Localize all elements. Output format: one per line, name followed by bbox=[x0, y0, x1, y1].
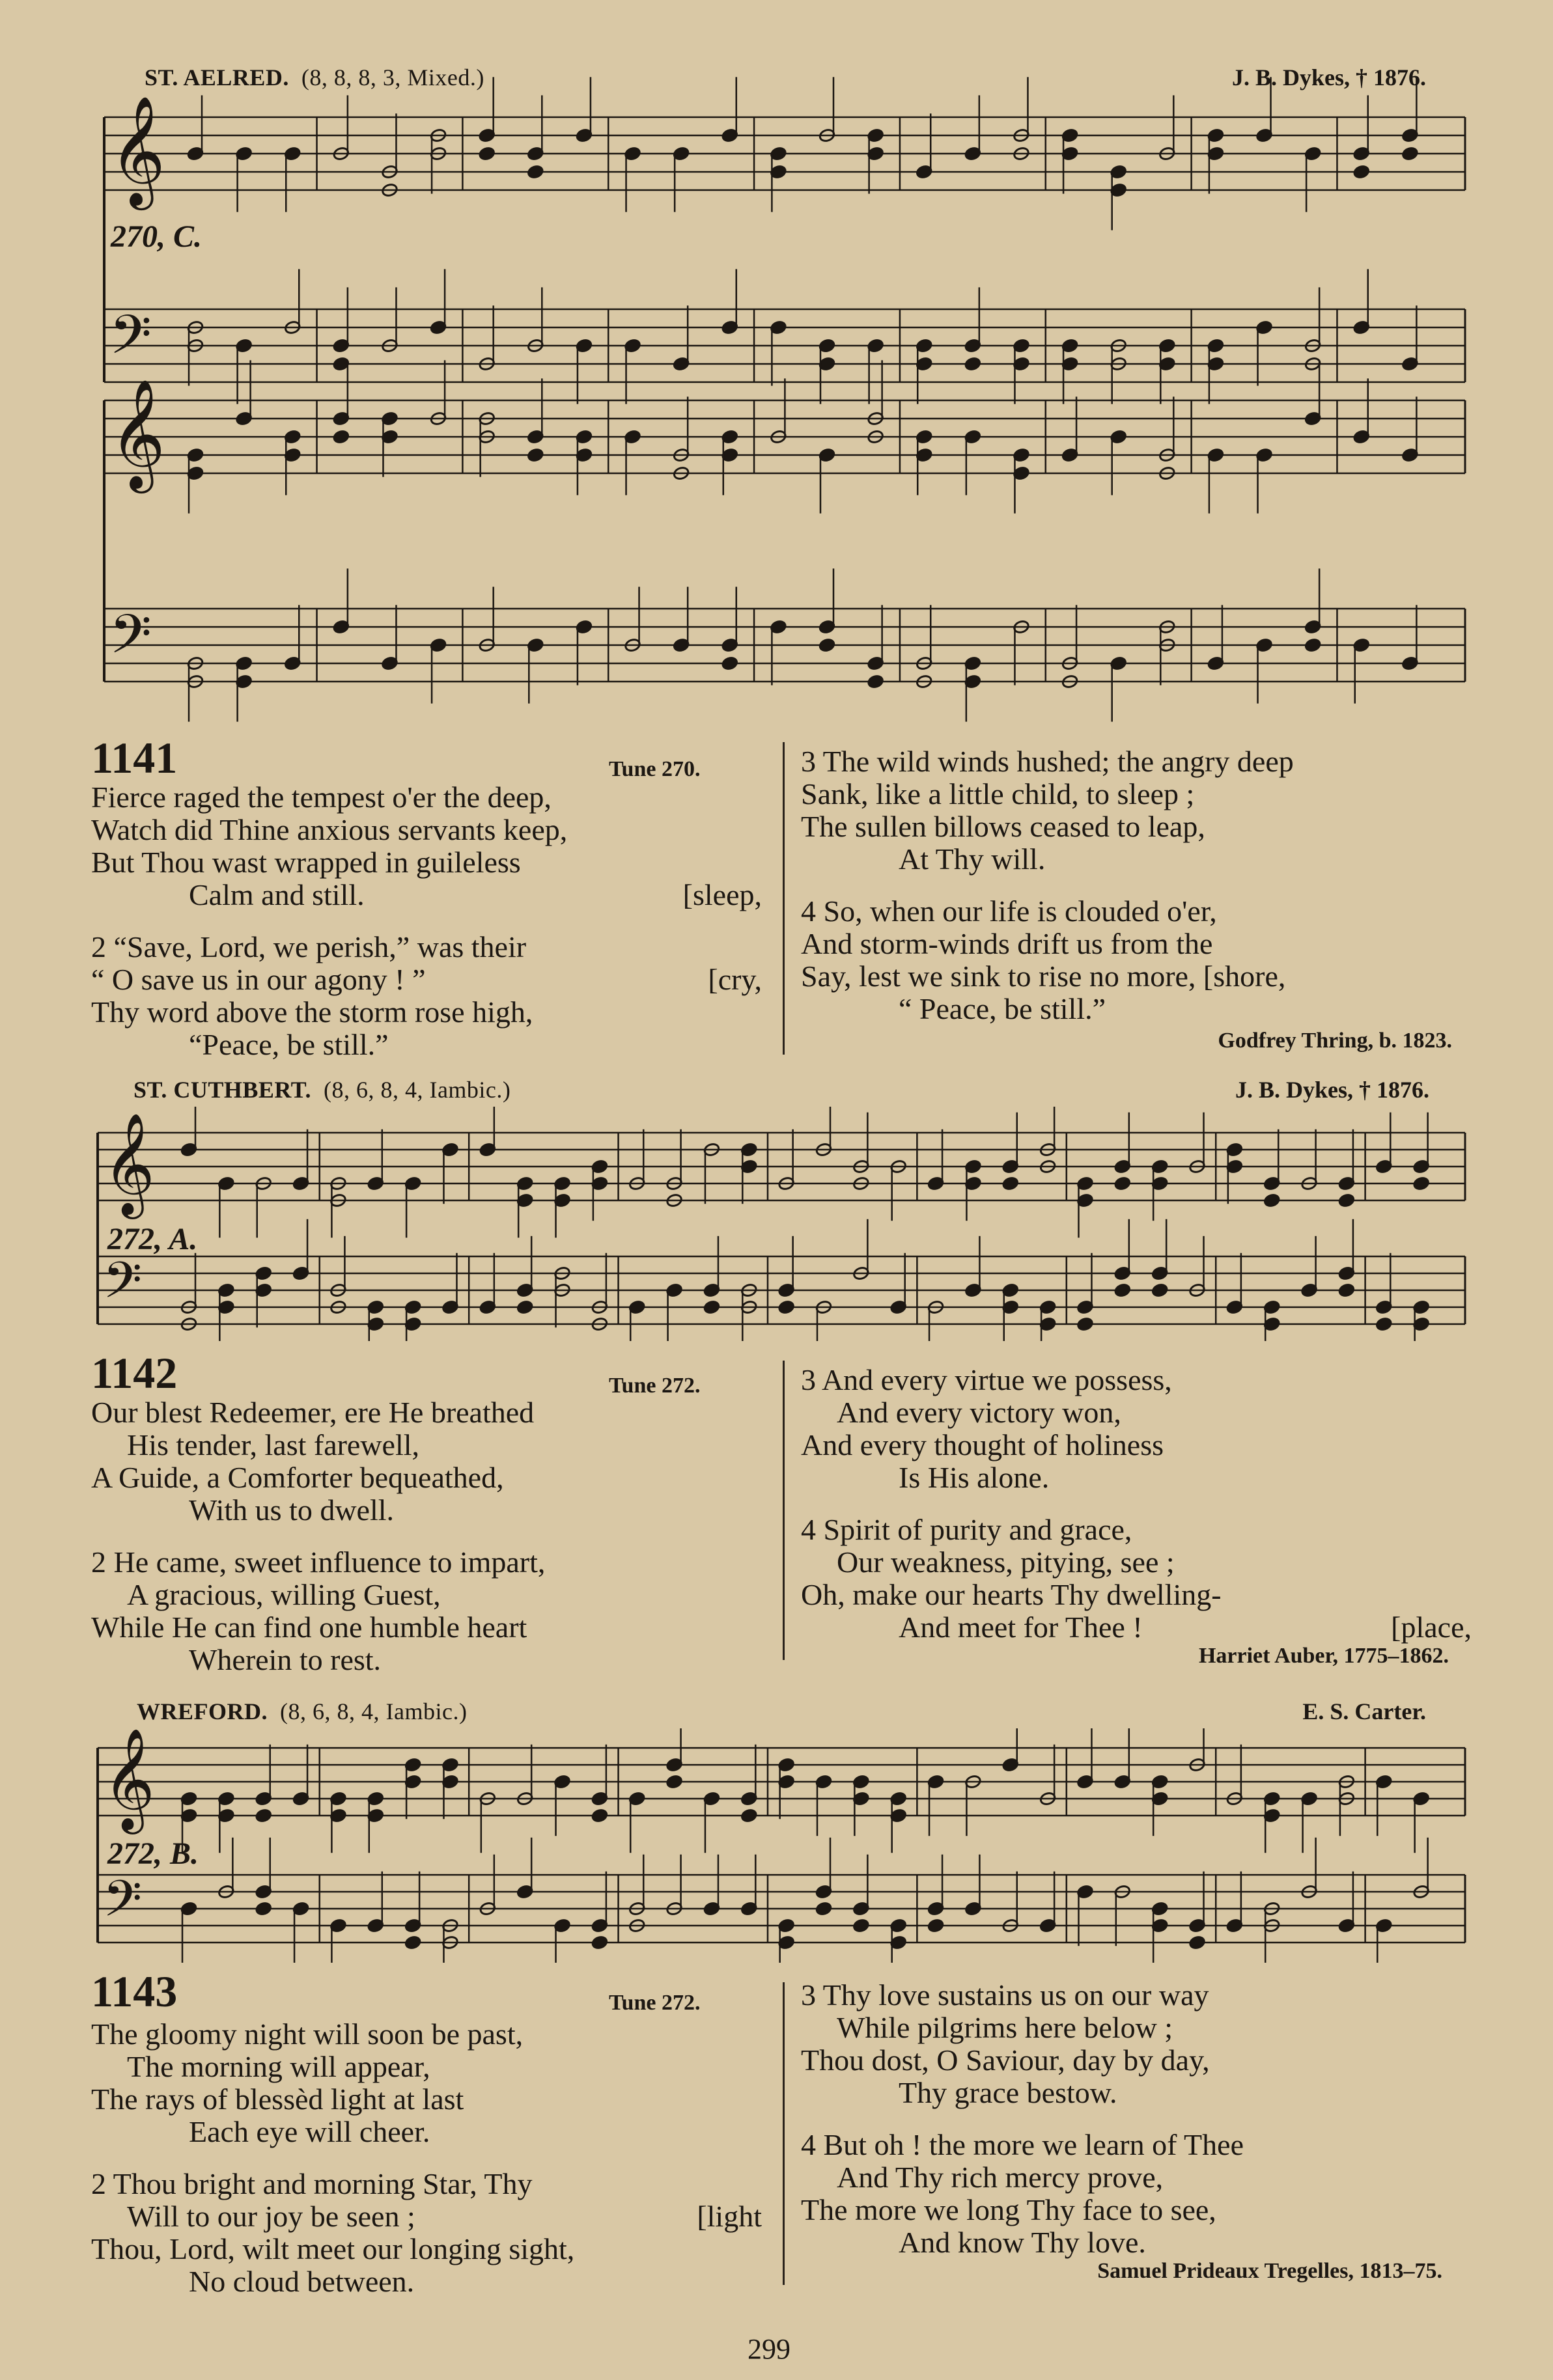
note-head bbox=[740, 1808, 757, 1823]
verse-line bbox=[91, 1644, 762, 1676]
verse-line bbox=[801, 1611, 1472, 1644]
note-head bbox=[1114, 1283, 1131, 1298]
note-head bbox=[1338, 1193, 1355, 1208]
stanza-gap bbox=[801, 1494, 1472, 1514]
verse-line bbox=[91, 996, 762, 1029]
verse-line bbox=[801, 993, 1472, 1025]
verse-text: The sullen billows ceased to leap, bbox=[801, 810, 1205, 843]
verse-bracket-continuation: [light bbox=[697, 2200, 762, 2233]
verse-line bbox=[801, 2044, 1472, 2077]
note-head bbox=[591, 1935, 608, 1950]
note-head bbox=[721, 656, 738, 671]
verse-text: Watch did Thine anxious servants keep, bbox=[91, 813, 568, 846]
verse-text: Wherein to rest. bbox=[189, 1643, 382, 1676]
note-head bbox=[1076, 1317, 1093, 1332]
verse-line bbox=[801, 2226, 1472, 2259]
verses-right bbox=[801, 1979, 1472, 2259]
verse-text: The morning will appear, bbox=[127, 2050, 430, 2083]
verse-text: “ O save us in our agony ! ” bbox=[91, 963, 426, 996]
treble-clef: 𝄞 bbox=[103, 1112, 155, 1215]
music-score bbox=[0, 1107, 1553, 1341]
verse-line bbox=[801, 1461, 1472, 1494]
verse-text: Fierce raged the tempest o'er the deep, bbox=[91, 781, 552, 814]
note-head bbox=[591, 1808, 608, 1823]
note-head bbox=[1304, 638, 1321, 653]
composer: J. B. Dykes, † 1876. bbox=[1231, 64, 1426, 90]
note-head bbox=[852, 1918, 869, 1933]
note-head bbox=[1263, 1193, 1280, 1208]
verse-line bbox=[801, 1514, 1472, 1546]
verse-text: And know Thy love. bbox=[899, 2226, 1146, 2259]
verse-text: His tender, last farewell, bbox=[127, 1428, 420, 1461]
treble-clef: 𝄞 bbox=[103, 1728, 155, 1830]
verse-text: And every thought of holiness bbox=[801, 1428, 1164, 1461]
verse-line bbox=[91, 2200, 762, 2233]
verse-text: Is His alone. bbox=[899, 1461, 1050, 1494]
note-head bbox=[1401, 146, 1418, 161]
verse-line bbox=[91, 781, 762, 814]
verse-text: The more we long Thy face to see, bbox=[801, 2193, 1216, 2226]
verse-text: Oh, make our hearts Thy dwelling- bbox=[801, 1578, 1222, 1611]
tune-number: 270, C. bbox=[111, 219, 203, 254]
verses-left bbox=[91, 1396, 762, 1676]
composer: J. B. Dykes, † 1876. bbox=[1235, 1077, 1429, 1103]
music-score bbox=[0, 1728, 1553, 1963]
note-head bbox=[527, 165, 544, 180]
author: Godfrey Thring, b. 1823. bbox=[1218, 1029, 1452, 1053]
verse-line bbox=[801, 2077, 1472, 2109]
verse-line bbox=[91, 931, 762, 963]
verse-line bbox=[801, 1579, 1472, 1611]
verse-line bbox=[91, 1396, 762, 1429]
stanza-gap bbox=[91, 2148, 762, 2168]
verse-text: 4 Spirit of purity and grace, bbox=[801, 1513, 1132, 1546]
verse-line bbox=[801, 2194, 1472, 2226]
verse-text: And Thy rich mercy prove, bbox=[837, 2161, 1164, 2194]
verse-text: 3 Thy love sustains us on our way bbox=[801, 1978, 1209, 2012]
verse-line bbox=[91, 963, 762, 996]
verse-text: 4 But oh ! the more we learn of Thee bbox=[801, 2128, 1244, 2161]
verse-text: 2 He came, sweet influence to impart, bbox=[91, 1545, 546, 1579]
note-head bbox=[703, 1300, 720, 1315]
note-head bbox=[527, 448, 544, 463]
column-divider bbox=[783, 1982, 785, 2285]
music-score bbox=[0, 0, 1553, 736]
note-head bbox=[1353, 165, 1370, 180]
note-head bbox=[818, 638, 835, 653]
verse-text: 3 And every virtue we possess, bbox=[801, 1363, 1172, 1396]
verse-line bbox=[91, 2051, 762, 2083]
verse-text: With us to dwell. bbox=[189, 1493, 395, 1527]
note-head bbox=[1114, 1176, 1131, 1191]
verses-right bbox=[801, 1364, 1472, 1644]
stanza-gap bbox=[91, 1527, 762, 1546]
note-head bbox=[1002, 1176, 1019, 1191]
verse-text: 4 So, when our life is clouded o'er, bbox=[801, 894, 1217, 928]
verses-left bbox=[91, 2018, 762, 2298]
verse-line bbox=[801, 928, 1472, 960]
verse-line bbox=[801, 1364, 1472, 1396]
verse-line bbox=[91, 2168, 762, 2200]
verse-bracket-continuation: [sleep, bbox=[682, 878, 762, 911]
tune-header: ST. CUTHBERT. (8, 6, 8, 4, Iambic.) bbox=[133, 1077, 511, 1103]
note-head bbox=[778, 1300, 795, 1315]
verse-line bbox=[801, 1979, 1472, 2012]
verse-line bbox=[801, 1429, 1472, 1461]
treble-clef: 𝄞 bbox=[109, 378, 166, 489]
verse-line bbox=[91, 2116, 762, 2148]
column-divider bbox=[783, 1361, 785, 1660]
verse-line bbox=[91, 1579, 762, 1611]
tune-reference: Tune 272. bbox=[609, 1991, 701, 2015]
verse-line bbox=[91, 1461, 762, 1494]
verse-line bbox=[91, 2265, 762, 2298]
verse-text: “ Peace, be still.” bbox=[899, 992, 1106, 1025]
verse-line bbox=[91, 879, 762, 911]
column-divider bbox=[783, 742, 785, 1055]
verse-line bbox=[91, 2018, 762, 2051]
verse-text: A Guide, a Comforter bequeathed, bbox=[91, 1461, 504, 1494]
note-head bbox=[404, 1935, 421, 1950]
hymn-number: 1143 bbox=[91, 1967, 178, 2016]
verse-text: No cloud between. bbox=[189, 2265, 415, 2298]
bass-clef: 𝄢 bbox=[103, 1251, 143, 1322]
verse-text: But Thou wast wrapped in guileless bbox=[91, 846, 521, 879]
verse-line bbox=[801, 1396, 1472, 1429]
verse-text: Thy grace bestow. bbox=[899, 2076, 1117, 2109]
verse-text: “Peace, be still.” bbox=[189, 1028, 389, 1061]
verse-line bbox=[91, 1029, 762, 1061]
verse-text: Sank, like a little child, to sleep ; bbox=[801, 777, 1195, 810]
verse-line bbox=[91, 1494, 762, 1527]
verse-text: While pilgrims here below ; bbox=[837, 2011, 1173, 2044]
verse-text: 3 The wild winds hushed; the angry deep bbox=[801, 745, 1294, 778]
verse-line bbox=[91, 2083, 762, 2116]
composer: E. S. Carter. bbox=[1302, 1698, 1426, 1724]
verse-line bbox=[801, 1546, 1472, 1579]
tune-reference: Tune 270. bbox=[609, 757, 701, 781]
verse-text: The rays of blessèd light at last bbox=[91, 2082, 464, 2116]
verse-text: At Thy will. bbox=[899, 842, 1046, 876]
treble-clef: 𝄞 bbox=[109, 95, 166, 206]
verse-line bbox=[91, 1429, 762, 1461]
verse-text: A gracious, willing Guest, bbox=[127, 1578, 441, 1611]
verse-line bbox=[91, 814, 762, 846]
verse-line bbox=[91, 1611, 762, 1644]
verse-text: Thy word above the storm rose high, bbox=[91, 995, 533, 1029]
bass-clef: 𝄢 bbox=[109, 602, 152, 679]
verse-line bbox=[801, 895, 1472, 928]
note-head bbox=[1375, 1317, 1392, 1332]
note-head bbox=[867, 674, 884, 689]
verse-bracket-continuation: [cry, bbox=[708, 963, 762, 996]
verse-text: 2 “Save, Lord, we perish,” was their bbox=[91, 930, 527, 963]
note-head bbox=[1188, 1935, 1205, 1950]
verse-text: And every victory won, bbox=[837, 1396, 1121, 1429]
note-head bbox=[1151, 1283, 1168, 1298]
verse-line bbox=[801, 2129, 1472, 2161]
stanza-gap bbox=[91, 911, 762, 931]
verse-text: The gloomy night will soon be past, bbox=[91, 2017, 524, 2051]
verse-line bbox=[801, 2012, 1472, 2044]
author: Samuel Prideaux Tregelles, 1813–75. bbox=[1097, 2259, 1442, 2283]
verse-text: And meet for Thee ! bbox=[899, 1611, 1143, 1644]
note-head bbox=[927, 1918, 944, 1933]
verse-line bbox=[91, 1546, 762, 1579]
tune-reference: Tune 272. bbox=[609, 1374, 701, 1398]
note-head bbox=[1338, 1283, 1355, 1298]
note-head bbox=[255, 1808, 272, 1823]
verse-text: Thou, Lord, wilt meet our longing sight, bbox=[91, 2232, 575, 2265]
verse-line bbox=[91, 846, 762, 879]
note-head bbox=[815, 1902, 832, 1916]
verse-line bbox=[801, 960, 1472, 993]
hymn-number: 1141 bbox=[91, 733, 178, 782]
note-head bbox=[255, 1902, 272, 1916]
tune-number: 272, B. bbox=[107, 1836, 199, 1871]
verse-text: Thou dost, O Saviour, day by day, bbox=[801, 2043, 1210, 2077]
verse-line bbox=[801, 778, 1472, 810]
stanza-gap bbox=[801, 2109, 1472, 2129]
note-head bbox=[666, 1775, 683, 1790]
verse-bracket-continuation: [place, bbox=[1391, 1611, 1472, 1644]
verse-line bbox=[91, 2233, 762, 2265]
author: Harriet Auber, 1775–1862. bbox=[1198, 1644, 1449, 1668]
verse-text: Will to our joy be seen ; bbox=[127, 2200, 415, 2233]
bass-clef: 𝄢 bbox=[109, 303, 152, 380]
tune-header: WREFORD. (8, 6, 8, 4, Iambic.) bbox=[137, 1698, 468, 1724]
verse-text: Each eye will cheer. bbox=[189, 2115, 430, 2148]
verse-text: Our weakness, pitying, see ; bbox=[837, 1545, 1175, 1579]
note-head bbox=[333, 430, 350, 445]
page-number: 299 bbox=[748, 2333, 790, 2365]
verse-line bbox=[801, 843, 1472, 876]
verse-text: 2 Thou bright and morning Star, Thy bbox=[91, 2167, 533, 2200]
note-head bbox=[479, 146, 496, 161]
verse-text: Our blest Redeemer, ere He breathed bbox=[91, 1396, 535, 1429]
stanza-gap bbox=[801, 876, 1472, 895]
tune-number: 272, A. bbox=[107, 1222, 198, 1256]
verses-left bbox=[91, 781, 762, 1061]
verse-text: And storm-winds drift us from the bbox=[801, 927, 1213, 960]
note-head bbox=[516, 1300, 533, 1315]
note-head bbox=[1413, 1176, 1430, 1191]
verse-line bbox=[801, 745, 1472, 778]
verse-text: Say, lest we sink to rise no more, [shore, bbox=[801, 960, 1286, 993]
hymn-number: 1142 bbox=[91, 1348, 178, 1398]
verse-line bbox=[801, 2161, 1472, 2194]
verse-text: Calm and still. bbox=[189, 878, 365, 911]
bass-clef: 𝄢 bbox=[103, 1870, 143, 1941]
verses-right bbox=[801, 745, 1472, 1025]
tune-header: ST. AELRED. (8, 8, 8, 3, Mixed.) bbox=[145, 64, 484, 90]
verse-text: While He can find one humble heart bbox=[91, 1611, 527, 1644]
note-head bbox=[964, 357, 981, 372]
verse-line bbox=[801, 810, 1472, 843]
